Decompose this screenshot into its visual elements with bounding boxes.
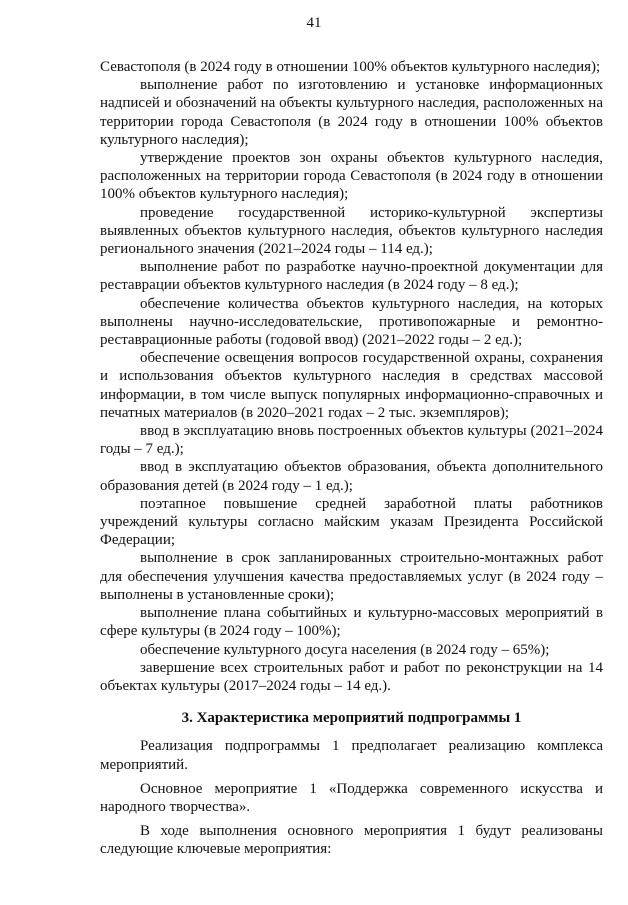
paragraph: Реализация подпрограммы 1 предполагает реализацию комплекса мероприятий. [100, 738, 603, 773]
paragraph: поэтапное повышение средней заработной платы работников учреждений культуры согласно майским указам Президента Российской Федерации; [100, 495, 603, 549]
paragraph: выполнение плана событийных и культурно-массовых мероприятий в сфере культуры (в 2024 году – 100%); [100, 605, 603, 640]
document-body [100, 58, 603, 859]
paragraph: обеспечение количества объектов культурного наследия, на которых выполнены научно-исследовательские, противопожарные и ремонтно-реставрационные работы (годовой ввод) (2021–2022 годы – 2 ед.); [100, 295, 603, 349]
section-heading: 3. Характеристика мероприятий подпрограммы 1 [181, 710, 522, 727]
paragraph: ввод в эксплуатацию объектов образования, объекта дополнительного образования детей (в 2024 году – 1 ед.); [100, 459, 603, 494]
paragraph: Севастополя (в 2024 году в отношении 100% объектов культурного наследия); [100, 59, 601, 75]
paragraph: Основное мероприятие 1 «Поддержка современного искусства и народного творчества». [100, 780, 603, 815]
paragraph: обеспечение культурного досуга населения (в 2024 году – 65%); [140, 641, 550, 658]
paragraph: выполнение в срок запланированных строительно-монтажных работ для обеспечения улучшения качества предоставляемых услуг (в 2024 году – выполнены в установленные сроки); [100, 550, 603, 603]
paragraph: выполнение работ по изготовлению и установке информационных надписей и обозначений на объекты культурного наследия, расположенных на территории города Севастополя (в 2024 году в отношении 100% объектов культурного наследия); [100, 77, 603, 148]
paragraph: обеспечение освещения вопросов государственной охраны, сохранения и использования объектов культурного наследия в средствах массовой информации, в том числе выпуск популярных информационно-справочных и печатных материалов (в 2020–2021 годах – 2 тыс. экземпляров); [100, 350, 603, 421]
paragraph: выполнение работ по разработке научно-проектной документации для реставрации объектов культурного наследия (в 2024 году – 8 ед.); [100, 259, 603, 294]
page-number: 41 [306, 15, 322, 31]
paragraph: завершение всех строительных работ и работ по реконструкции на 14 объектах культуры (2017–2024 годы – 14 ед.). [100, 659, 603, 694]
paragraph: ввод в эксплуатацию вновь построенных объектов культуры (2021–2024 годы – 7 ед.); [100, 423, 603, 458]
paragraph: утверждение проектов зон охраны объектов культурного наследия, расположенных на территории города Севастополя (в 2024 году в отношении 100% объектов культурного наследия); [100, 150, 603, 203]
paragraph: проведение государственной историко-культурной экспертизы выявленных объектов культурного наследия, объектов культурного наследия регионального значения (2021–2024 годы – 114 ед.); [100, 204, 603, 258]
paragraph: В ходе выполнения основного мероприятия 1 будут реализованы следующие ключевые мероприятия: [100, 823, 603, 858]
